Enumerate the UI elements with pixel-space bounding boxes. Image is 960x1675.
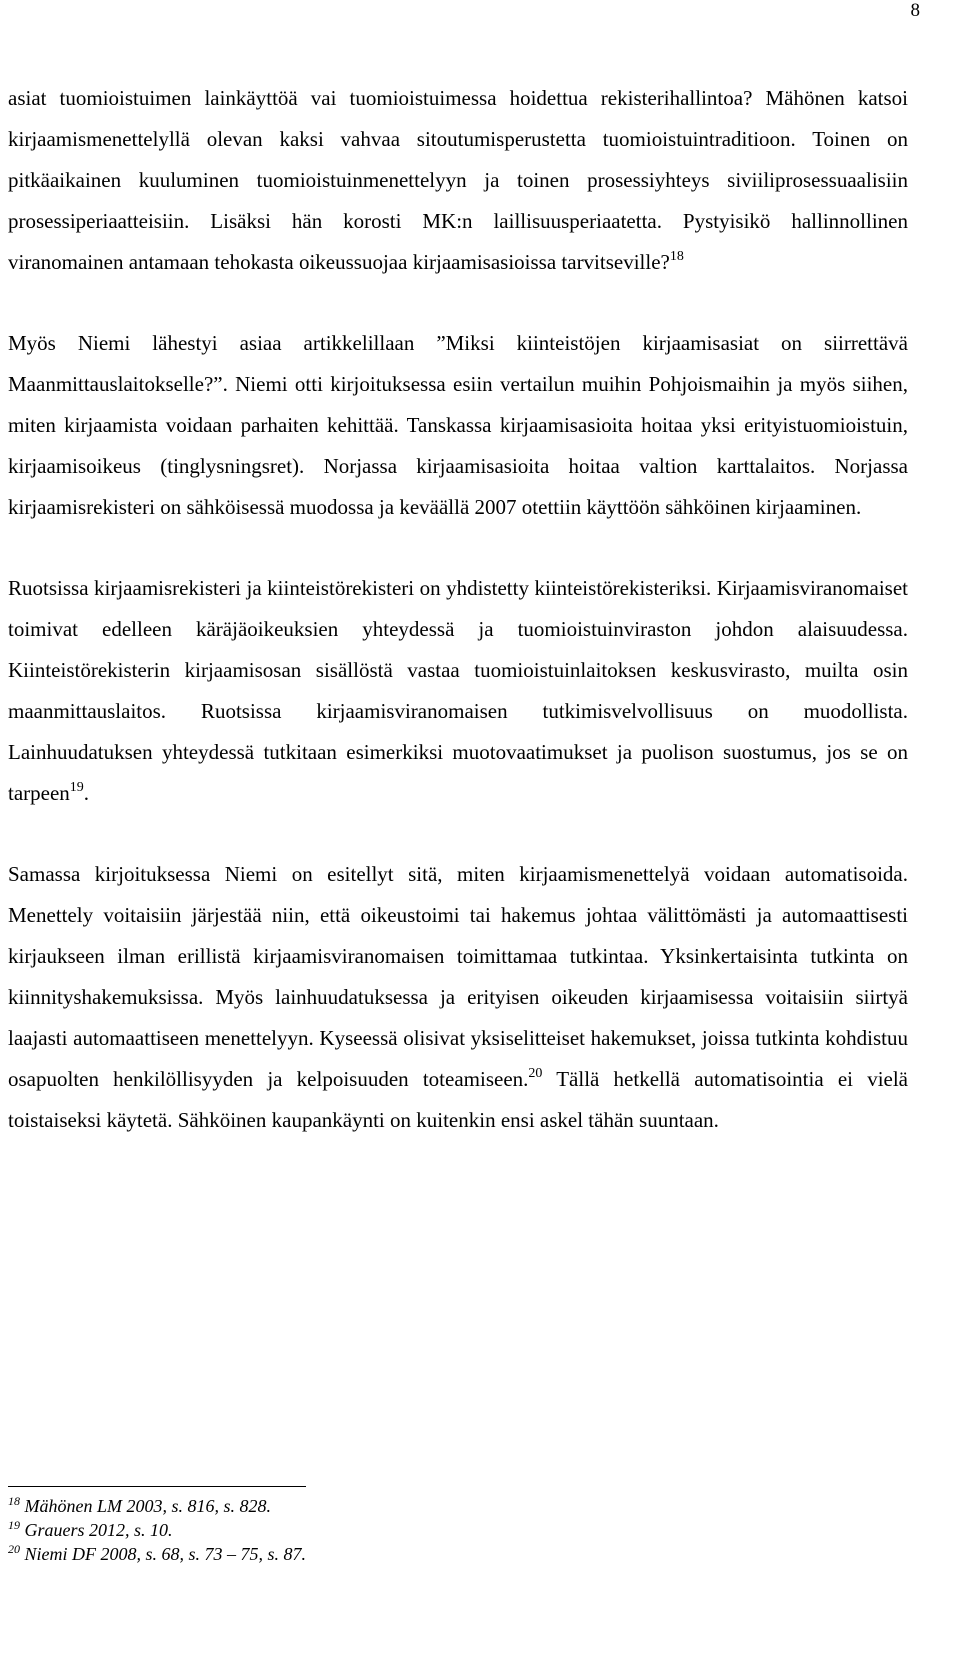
footnote-number: 19: [8, 1518, 20, 1532]
paragraph-4: [8, 854, 908, 1141]
paragraph-text: Myös Niemi lähestyi asiaa artikkelillaan ”Miksi kiinteistöjen kirjaamisasiat on siirrettävä Maanmittauslaitokselle?”. Niemi otti kirjoituksessa esiin vertailun muihin Pohjoismaihin ja myös siihen, miten kirjaamista voidaan parhaiten kehittää. Tanskassa kirjaamisasioita hoitaa yksi erityistuomioistuin, kirjaamisoikeus (tinglysningsret). Norjassa kirjaamisasioita hoitaa valtion karttalaitos. Norjassa kirjaamisrekisteri on sähköisessä muodossa ja keväällä 2007 otettiin käyttöön sähköinen kirjaaminen.: [8, 331, 908, 519]
footnote-reference-18[interactable]: 18: [669, 249, 684, 264]
footnote-number: 20: [8, 1542, 20, 1556]
footnote-text: Grauers 2012, s. 10.: [24, 1520, 173, 1540]
footnote-reference-19[interactable]: 19: [69, 780, 84, 795]
footnote-text: Mähönen LM 2003, s. 816, s. 828.: [24, 1496, 271, 1516]
paragraph-text: Samassa kirjoituksessa Niemi on esitellyt sitä, miten kirjaamismenettelyä voidaan automatisoida. Menettely voitaisiin järjestää niin, että oikeustoimi tai hakemus johtaa välittömästi ja automaattisesti kirjaukseen ilman erillistä kirjaamisviranomaisen toimittamaa tutkintaa. Yksinkertaisinta tutkinta on kiinnityshakemuksissa. Myös lainhuudatuksessa ja erityisen oikeuden kirjaamisessa voitaisiin siirtyä laajasti automaattiseen menettelyyn. Kyseessä olisivat yksiselitteiset hakemukset, joissa tutkinta kohdistuu osapuolten henkilöllisyyden ja kelpoisuuden toteamiseen.: [8, 862, 908, 1091]
footnote-reference-20[interactable]: 20: [528, 1066, 543, 1081]
paragraph-text: Ruotsissa kirjaamisrekisteri ja kiinteistörekisteri on yhdistetty kiinteistörekisteriksi. Kirjaamisviranomaiset toimivat edelleen käräjäoikeuksien yhteydessä ja tuomioistuinviraston johdon alaisuudessa. Kiinteistörekisterin kirjaamisosan sisällöstä vastaa tuomioistuinlaitoksen keskusvirasto, muilta osin maanmittauslaitos. Ruotsissa kirjaamisviranomaisen tutkimisvelvollisuus on muodollista. Lainhuudatuksen yhteydessä tutkitaan esimerkiksi muotovaatimukset ja puolison suostumus, jos se on tarpeen: [8, 576, 908, 805]
footnote-text: Niemi DF 2008, s. 68, s. 73 – 75, s. 87.: [24, 1544, 307, 1564]
paragraph-1: [8, 78, 908, 283]
footnote-19: [8, 1518, 908, 1542]
paragraph-text: asiat tuomioistuimen lainkäyttöä vai tuomioistuimessa hoidettua rekisterihallintoa? Mähönen katsoi kirjaamismenettelyllä olevan kaksi vahvaa sitoutumisperustetta tuomioistuintraditioon. Toinen on pitkäaikainen kuuluminen tuomioistuinmenettelyyn ja toinen prosessiyhteys siviiliprosessuaalisiin prosessiperiaatteisiin. Lisäksi hän korosti MK:n laillisuusperiaatetta. Pystyisikö hallinnollinen viranomainen antamaan tehokasta oikeussuojaa kirjaamisasioissa tarvitseville?: [8, 86, 908, 274]
body-text: [8, 78, 908, 1141]
footnote-18: [8, 1494, 908, 1518]
paragraph-text: Tällä hetkellä automatisointia ei vielä toistaiseksi käytetä. Sähköinen kaupankäynti on kuitenkin ensi askel tähän suuntaan.: [8, 1067, 909, 1132]
paragraph-text: .: [83, 781, 90, 805]
footnote-separator: [8, 1486, 306, 1487]
footnote-number: 18: [8, 1494, 20, 1508]
footnotes: [8, 1494, 908, 1566]
paragraph-2: [8, 323, 908, 528]
paragraph-3: [8, 568, 908, 814]
footnote-20: [8, 1542, 908, 1566]
page-number: 8: [910, 0, 920, 21]
